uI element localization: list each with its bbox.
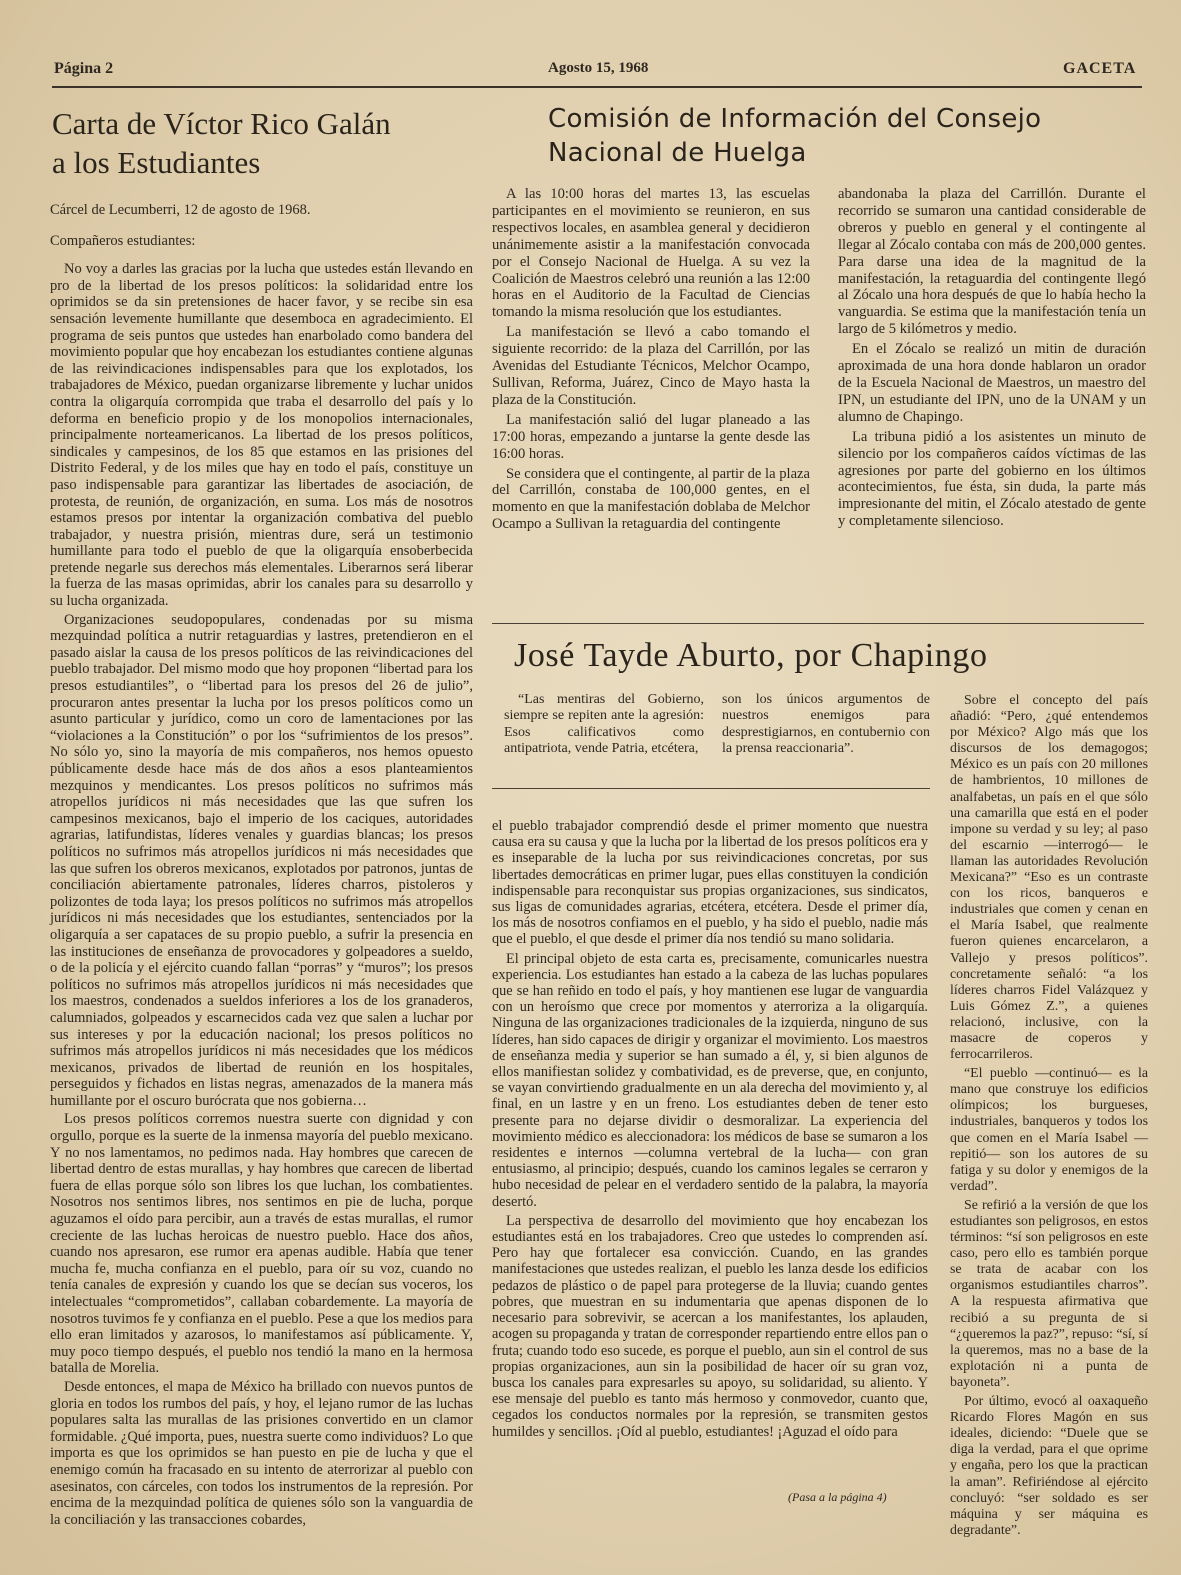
- article1-paragraph: La perspectiva de desarrollo del movimiento que hoy encabezan los estudiantes está en los trabajadores. Creo que ustedes lo comprenden así. Pero hay que fortalecer esa convicción. Cuando, en las grandes manifestaciones que ustedes realizan, el pueblo les lanza desde los edificios pedazos de plástico o de papel para protegerse de la lluvia; cuando gentes pobres, que muestran en su indumentaria que apenas disponen de lo necesario para sobrevivir, se acercan a los manifestantes, los aplauden, acogen su propaganda y tratan de corresponder repartiendo entre ellos pan o fruta; cuando todo eso sucede, es porque el pueblo, aun sin el control de sus propias organizaciones, aun sin la posibilidad de hacer oír su gran voz, busca los canales para expresarles su apoyo, su solidaridad, su aliento. Y ese mensaje del pueblo es tanto más hermoso y conmovedor, cuanto que, cegados los conductos normales por la represión, se transmiten gestos humildes y sencillos. ¡Oíd al pueblo, estudiantes! ¡Aguzad el oído para: [492, 1212, 928, 1440]
- article2-title-line1: Comisión de Información del Consejo: [548, 104, 1042, 134]
- article3-paragraph: Por último, evocó al oaxaqueño Ricardo Flores Magón en sus ideales, diciendo: “Duele que se diga la verdad, para el que oprime y engaña, pero los que la practican la aman”. Refiriéndose al ejército concluyó: “ser soldado es ser máquina y ser máquina es degradante”.: [950, 1394, 1148, 1538]
- continued-note: (Pasa a la página 4): [788, 1490, 887, 1504]
- article2-paragraph: Se considera que el contingente, al partir de la plaza del Carrillón, constaba de 100,000 gentes, en el momento en que la manifestación doblaba de Melchor Ocampo a Sullivan la retaguardia del contingente: [492, 465, 810, 533]
- issue-date: Agosto 15, 1968: [548, 60, 649, 76]
- article1-paragraph: Organizaciones seudopopulares, condenadas por su misma mezquindad política a nutrir retaguardias y lastres, pretendieron en el pasado aislar la causa de los presos políticos de las reivindicaciones del pueblo trabajador. Del mismo modo que hoy proponen “libertad para los presos estudiantiles”, o “libertad para los presos del 26 de julio”, procuraron antes presentar la lucha por los presos políticos como un asunto particular y jurídico, como un coro de lamentaciones por las “violaciones a la Constitución” o por los “sufrimientos de los presos”. No sólo yo, sino la mayoría de mis compañeros, nos hemos opuesto públicamente desde hace más de dos años a esos planteamientos mezquinos y mendicantes. Los presos políticos no sufrimos más atropellos jurídicos ni más necesidades que las que sufren los campesinos mexicanos, bajo el imperio de los caciques, autoridades agrarias, latifundistas, líderes venales y guardias blancas; los presos políticos no sufrimos más atropellos jurídicos ni más necesidades que las que sufren los obreros mexicanos, explotados por patronos, juntas de conciliación abiertamente patronales, líderes charros, pistoleros y polizontes de toda laya; los presos políticos no sufrimos más atropellos jurídicos ni más necesidades que los estudiantes, sentenciados por la oligarquía a ser capataces de su propio pueblo, a sufrir la presencia en las instituciones de enseñanza de provocadores y golpeadores a sueldo, o de la policía y el ejército cuando fallan “porras” y “muros”; los presos políticos no sufrimos más atropellos jurídicos ni más necesidades que los maestros, condenados a sueldos inferiores a los de los granaderos, calumniados, golpeados y escarnecidos cada vez que salen a luchar por sus intereses y por la educación nacional; los presos políticos no sufrimos más atropellos jurídicos ni más necesidades que los médicos mexicanos, privados de libertad de reunión en los hospitales, perseguidos y fichados en listas negras, amenazados de la manera más humillante por el oscuro burócrata que nos gobierna…: [50, 611, 473, 1109]
- article1-paragraph: Los presos políticos corremos nuestra suerte con dignidad y con orgullo, porque es la suerte de la inmensa mayoría del pueblo mexicano. Y no nos lamentamos, no pedimos nada. Hay hombres que carecen de libertad dentro de estas murallas, y hay hombres que carecen de libertad fuera de ellas porque sólo son libres los que luchan, los combatientes. Nosotros nos sentimos libres, nos sentimos en pie de lucha, porque aguzamos el oído para percibir, aun a través de estas murallas, el rumor creciente de las luchas heroicas de nuestro pueblo. Hace dos años, cuando nos apresaron, ese rumor era apenas audible. Había que tener mucha fe, mucha confianza en el pueblo, para oír su voz, cuando no tenía canales de expresión y cuando los que se decían sus voceros, los intelectuales “comprometidos”, callaban cobardemente. La mayoría de nosotros tuvimos fe y confianza en el pueblo. Pese a que los medios para ello eran limitados y azarosos, lo manifestamos así públicamente. Y, muy poco tiempo después, el pueblo nos tendió la mano en la hermosa batalla de Morelia.: [50, 1111, 473, 1377]
- article3-column: [950, 693, 1148, 1538]
- article1-title-line2: a los Estudiantes: [52, 145, 261, 180]
- article1-paragraph: El principal objeto de esta carta es, precisamente, comunicarles nuestra experiencia. Los estudiantes han estado a la cabeza de las luchas populares que se han reñido en todo el país, y hoy mantienen ese lugar de vanguardia con un heroísmo que crece por momentos y aterroriza a la oligarquía. Ninguna de las organizaciones tradicionales de la izquierda, ninguno de sus líderes, han sido capaces de dirigir y organizar el movimiento. Los maestros de enseñanza media y superior se han sumado a él, y, si bien algunos de ellos manifiestan solidez y combatividad, es de preverse, que, en conjunto, se vayan convirtiendo gradualmente en un ala derecha del movimiento y, al final, en un lastre y en un freno. Los estudiantes deben de tener esto presente para no dejarse dividir o desmoralizar. La experiencia del movimiento médico es aleccionadora: los médicos de base se sumaron a los residentes e internos —columna vertebral de la lucha— con gran entusiasmo, al principio; después, cuando los caminos legales se cerraron y hubo necesidad de pelear en el verdadero sentido de la palabra, la mayoría desertó.: [492, 950, 928, 1210]
- article1-dateline: Cárcel de Lecumberri, 12 de agosto de 1968.: [50, 202, 311, 218]
- article2-paragraph: La manifestación salió del lugar planeado a las 17:00 horas, empezando a juntarse la gente desde las 16:00 horas.: [492, 411, 810, 462]
- quote-divider: [492, 788, 930, 789]
- article1-column: [50, 202, 473, 1547]
- article2-title-line2: Nacional de Huelga: [548, 138, 807, 168]
- article1-paragraph: No voy a darles las gracias por la lucha que ustedes están llevando en pro de la libertad de los presos políticos: la solidaridad entre los oprimidos se da sin pretensiones de hacer favor, y se recibe sin esa sensación levemente humillante que desemboca en agradecimiento. El programa de seis puntos que ustedes han enarbolado como bandera del movimiento popular que hoy encabezan los estudiantes contiene algunas de las reivindicaciones indispensables para que los explotados, los trabajadores de México, puedan organizarse libremente y luchar unidos contra la oligarquía corrompida que traba el desarrollo del país y lo deforma en beneficio propio y de los monopolios internacionales, principalmente norteamericanos. La libertad de los presos políticos, sindicales y campesinos, de los 85 que estamos en las prisiones del Distrito Federal, y de los miles que hay en todo el país, constituye un paso indispensable para garantizar las libertades de asociación, de protesta, de reunión, de organización, en suma. Los más de nosotros estamos presos por intentar la organización combativa del pueblo trabajador, y nuestra prisión, mientras dure, será un testimonio humillante para todo el pueblo de que la oligarquía ensoberbecida pretende negarle sus derechos más elementales. Liberarnos será liberar la fuerza de las masas oprimidas, abrir los canales para su desarrollo y su lucha organizada.: [50, 261, 473, 610]
- article3-quote-2: [722, 692, 930, 761]
- article1-paragraph: el pueblo trabajador comprendió desde el primer momento que nuestra causa era su causa y que la lucha por la libertad de los presos políticos era y es inseparable de la lucha por sus reivindicaciones concretas, por sus libertades democráticas en primer lugar, pues ellas constituyen la condición indispensable para reconquistar sus propias organizaciones, sus sindicatos, sus ligas de comunidades agrarias, etcétera, etcétera. Desde el primer día, los más de nosotros confiamos en el pueblo, y ha sido el pueblo, nadie más que el pueblo, el que desde el primer día nos tendió su mano solidaria.: [492, 818, 928, 948]
- article2-column-2: [838, 186, 1146, 606]
- article2-paragraph: abandonaba la plaza del Carrillón. Durante el recorrido se sumaron una cantidad considerable de obreros y pueblo en general y el contingente al llegar al Zócalo contaba con más de 200,000 gentes. Para darse una idea de la magnitud de la manifestación, la retaguardia del contingente llegó al Zócalo una hora después de que lo había hecho la vanguardia. Se estima que la manifestación tenía un largo de 5 kilómetros y medio.: [838, 186, 1146, 338]
- article2-paragraph: La manifestación se llevó a cabo tomando el siguiente recorrido: de la plaza del Carrillón, por las Avenidas del Estudiante Técnicos, Melchor Ocampo, Sullivan, Reforma, Juárez, Cinco de Mayo hasta la plaza de la Constitución.: [492, 324, 810, 408]
- article2-title: [548, 102, 1148, 170]
- section-divider: [492, 623, 1144, 624]
- article2-paragraph: La tribuna pidió a los asistentes un minuto de silencio por los compañeros caídos víctimas de las agresiones por parte del gobierno en los últimos acontecimientos, fue ésta, sin duda, la parte más impresionante del mitin, el Zócalo atestado de gente y completamente silencioso.: [838, 428, 1146, 530]
- article2-paragraph: En el Zócalo se realizó un mitin de duración aproximada de una hora donde hablaron un orador de la Escuela Nacional de Maestros, un maestro del IPN, un estudiante del IPN, uno de la UNAM y un alumno de Chapingo.: [838, 341, 1146, 425]
- newspaper-name: GACETA: [1063, 60, 1137, 77]
- quote-text: son los únicos argumentos de nuestros enemigos para desprestigiarnos, en contubernio con la prensa reaccionaria”.: [722, 692, 930, 757]
- article1-paragraph: Desde entonces, el mapa de México ha brillado con nuevos puntos de gloria en todos los rumbos del país, y hoy, el lejano rumor de las luchas populares salta las murallas de las prisiones convertido en un clamor formidable. ¿Qué importa, pues, nuestra suerte como individuos? Lo que importa es que los oprimidos se han puesto en pie de lucha y que el enemigo común ha fracasado en su intento de aterrorizar al pueblo con asesinatos, con cárceles, con todos los instrumentos de la represión. Por encima de la mezquindad política de quienes sólo son la vanguardia de la conciliación y las transacciones cobardes,: [50, 1378, 473, 1528]
- page-number: Página 2: [54, 60, 114, 77]
- article1-title: [52, 104, 492, 182]
- article1-salutation: Compañeros estudiantes:: [50, 232, 196, 249]
- quote-text: “Las mentiras del Gobierno, siempre se repiten ante la agresión: Esos calificativos como antipatriota, vende Patria, etcétera,: [504, 692, 704, 757]
- header-rule: [52, 86, 1142, 88]
- article3-paragraph: “El pueblo —continuó— es la mano que construye los edificios olímpicos; los burgueses, industriales, banqueros y todos los que comen en el María Isabel —repitió— son los autores de su fatiga y su dolor y enemigos de la verdad”.: [950, 1066, 1148, 1194]
- article3-title: José Tayde Aburto, por Chapingo: [514, 637, 988, 674]
- article3-paragraph: Se refirió a la versión de que los estudiantes son peligrosos, en estos términos: “sí son peligrosos en este caso, pero ello es también porque se trata de acabar con los organismos estudiantiles charros”. A la respuesta afirmativa que recibió a su pregunta de si “¿queremos la paz?”, repuso: “sí, sí la queremos, mas no a base de la explotación ni a punta de bayoneta”.: [950, 1197, 1148, 1390]
- article1-title-line1: Carta de Víctor Rico Galán: [52, 106, 391, 141]
- article3-paragraph: Sobre el concepto del país añadió: “Pero, ¿qué entendemos por México? Algo más que los discursos de los demagogos; México es un país con 20 millones de hambrientos, 10 millones de analfabetas, un país en el que sólo una camarilla que está en el poder impone su verdad y su ley; al paso del escarnio —interrogó— le llaman las autoridades Revolución Mexicana?” “Eso es un contraste con los ricos, banqueros e industriales que comen y cenan en el María Isabel, que realmente fueron quienes encarcelaron, a Vallejo y presos políticos”. concretamente señaló: “a los líderes charros Fidel Valázquez y Luis Gómez Z.”, a quienes relacionó, inclusive, con la masacre de coperos y ferrocarrileros.: [950, 693, 1148, 1063]
- article1-continuation: [492, 818, 928, 1478]
- article2-column-1: [492, 186, 810, 606]
- article2-paragraph: A las 10:00 horas del martes 13, las escuelas participantes en el movimiento se reunieron, en sus respectivos locales, en asamblea general y decidieron unánimemente asistir a la manifestación convocada por el Consejo Nacional de Huelga. A su vez la Coalición de Maestros celebró una reunión a las 12:00 horas en el Auditorio de la Facultad de Ciencias tomando la misma resolución que los estudiantes.: [492, 186, 810, 321]
- article3-quote-1: [504, 692, 704, 761]
